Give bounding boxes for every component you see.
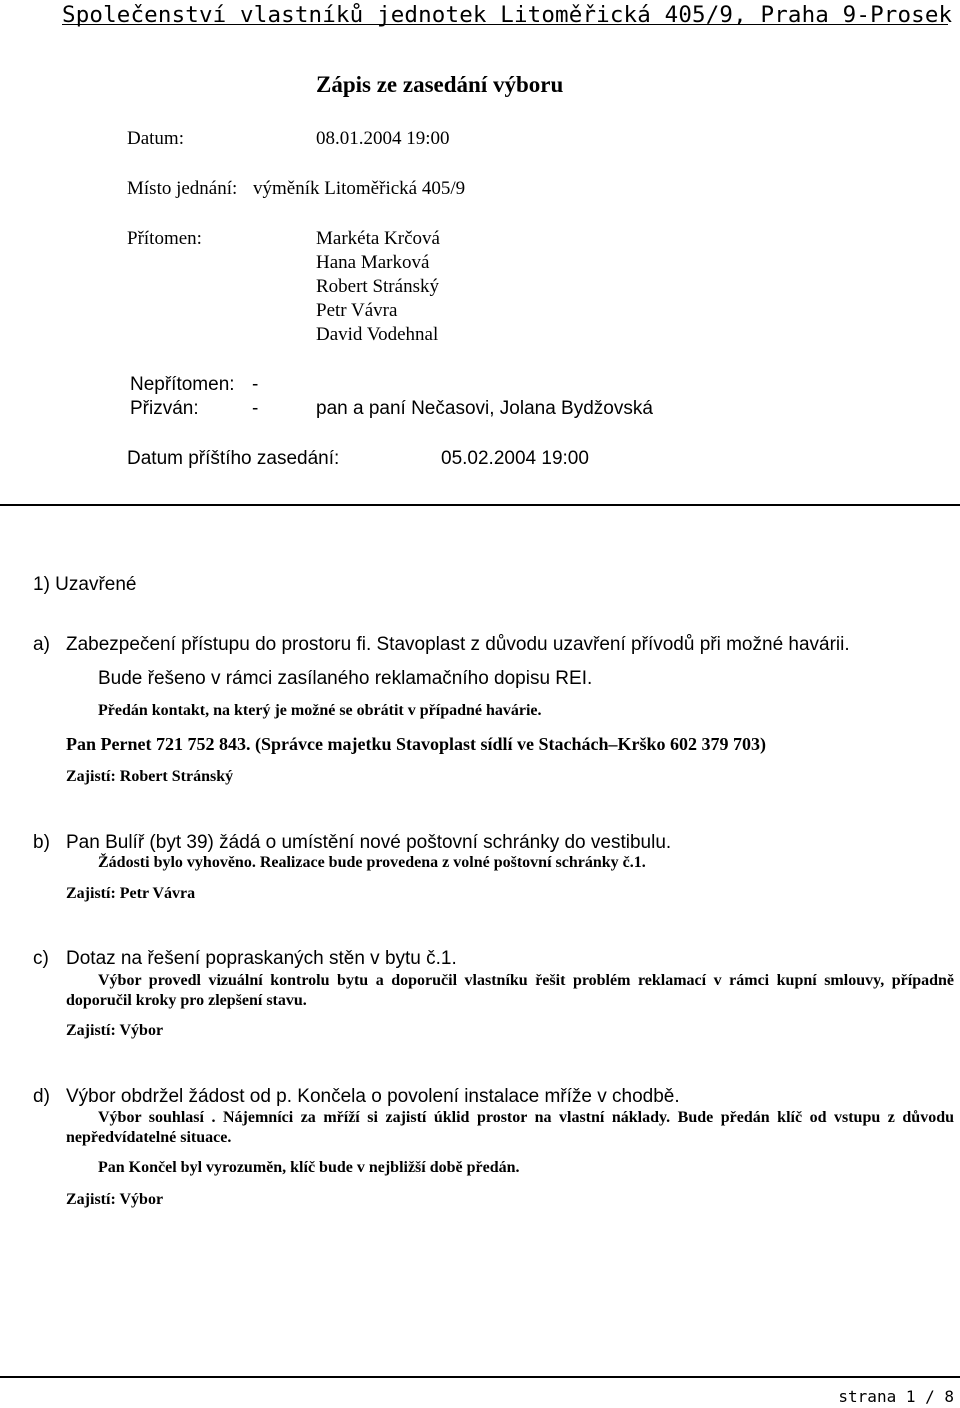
prizvan-value: pan a paní Nečasovi, Jolana Bydžovská	[316, 398, 653, 419]
item-b-letter: b)	[33, 832, 50, 853]
nepritomen-value: -	[252, 374, 259, 395]
pritomen-1: Markéta Krčová	[316, 228, 440, 249]
pritomen-5: David Vodehnal	[316, 324, 439, 345]
item-a-note1: Bude řešeno v rámci zasílaného reklamačního dopisu REI.	[98, 668, 593, 689]
item-d-note2: Pan Končel byl vyrozuměn, klíč bude v nejbližší době předán.	[98, 1159, 520, 1176]
datum-value: 08.01.2004 19:00	[316, 128, 450, 149]
footer-rule	[0, 1376, 960, 1378]
pritomen-label: Přítomen:	[127, 228, 202, 249]
item-a-contact-name: Pan Pernet 721 752 843.	[66, 734, 251, 754]
next-meeting-label: Datum příštího zasedání:	[127, 448, 340, 469]
item-a-contact-rest: (Správce majetku Stavoplast sídlí ve Stachách–Krško 602 379 703)	[250, 734, 766, 754]
misto-label: Místo jednání:	[127, 178, 238, 199]
pritomen-3: Robert Stránský	[316, 276, 439, 297]
item-a-zajisti: Zajistí: Robert Stránský	[66, 768, 234, 785]
item-c-letter: c)	[33, 948, 49, 969]
item-d-letter: d)	[33, 1086, 50, 1107]
item-a-letter: a)	[33, 634, 50, 655]
section-title: 1) Uzavřené	[33, 574, 137, 595]
item-c-zajisti: Zajistí: Výbor	[66, 1022, 164, 1039]
item-b-zajisti: Zajistí: Petr Vávra	[66, 885, 196, 902]
header-title: Společenství vlastníků jednotek Litoměřická 405/9, Praha 9-Prosek	[62, 2, 953, 28]
item-b-text: Pan Bulíř (byt 39) žádá o umístění nové poštovní schránky do vestibulu.	[66, 832, 672, 853]
page-number: strana 1 / 8	[838, 1387, 954, 1406]
header-rule	[62, 24, 948, 25]
pritomen-2: Hana Marková	[316, 252, 430, 273]
item-a-note2: Předán kontakt, na který je možné se obrátit v případné havárie.	[98, 702, 542, 719]
prizvan-dash: -	[252, 398, 259, 419]
item-c-text: Dotaz na řešení popraskaných stěn v bytu č.1.	[66, 948, 457, 969]
misto-value: výměník Litoměřická 405/9	[253, 178, 466, 199]
item-a-text: Zabezpečení přístupu do prostoru fi. Stavoplast z důvodu uzavření přívodů při možné havárii.	[66, 634, 850, 655]
prizvan-label: Přizván:	[130, 398, 199, 419]
nepritomen-label: Nepřítomen:	[130, 374, 235, 395]
item-c-note: Výbor provedl vizuální kontrolu bytu a doporučil vlastníku řešit problém reklamací v rámci kupní smlouvy, případně doporučil kroky pro zlepšení stavu.	[66, 972, 954, 1009]
item-d-note: Výbor souhlasí . Nájemníci za mříží si zajistí úklid prostor na vlastní náklady. Bude předán klíč od vstupu z důvodu nepředvídatelné situace.	[66, 1109, 954, 1146]
item-d-zajisti: Zajistí: Výbor	[66, 1191, 164, 1208]
next-meeting-value: 05.02.2004 19:00	[441, 448, 589, 469]
pritomen-4: Petr Vávra	[316, 300, 398, 321]
item-b-note: Žádosti bylo vyhověno. Realizace bude provedena z volné poštovní schránky č.1.	[98, 854, 646, 871]
datum-label: Datum:	[127, 128, 184, 149]
item-d-text: Výbor obdržel žádost od p. Končela o povolení instalace mříže v chodbě.	[66, 1086, 680, 1107]
section-separator	[0, 504, 960, 506]
item-a-contact	[66, 734, 766, 755]
document-title: Zápis ze zasedání výboru	[316, 72, 564, 97]
